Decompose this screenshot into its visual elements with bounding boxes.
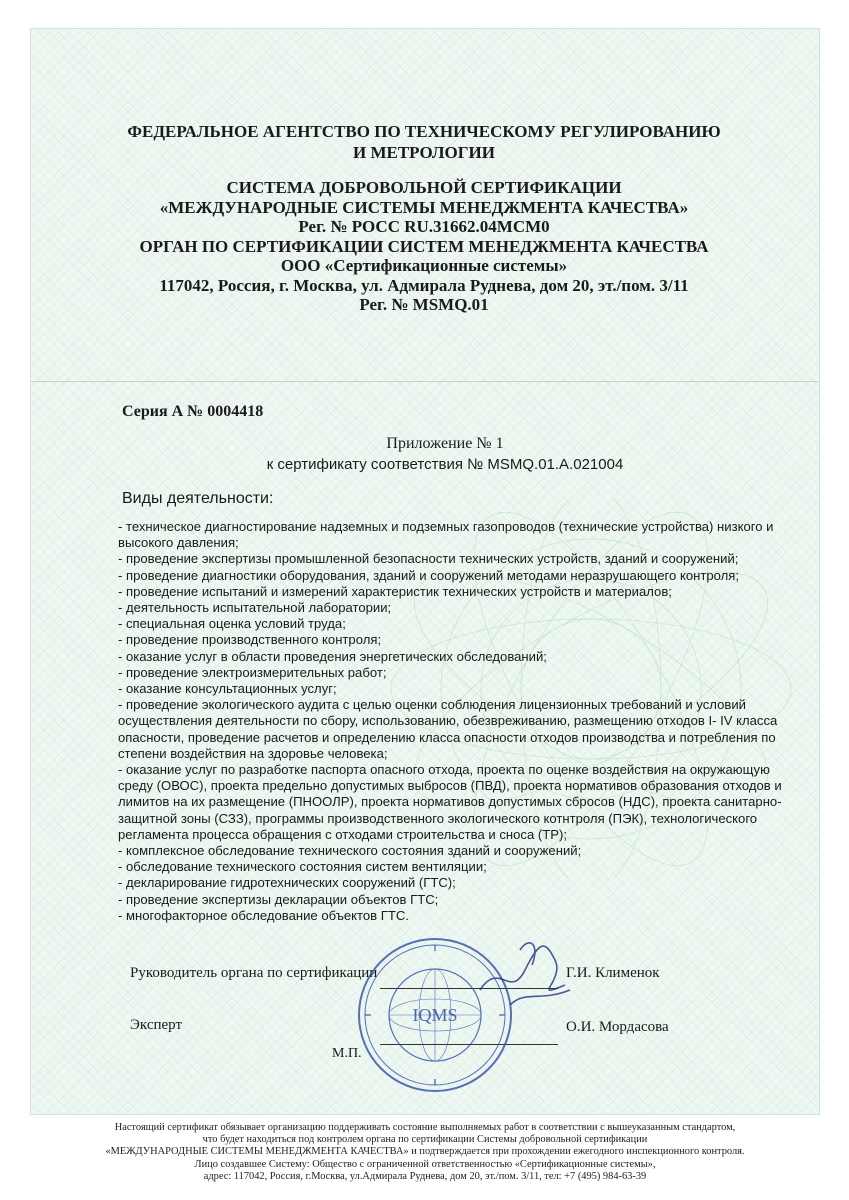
agency-name-line2: И МЕТРОЛОГИИ: [352, 143, 495, 162]
activity-line: - проведение экспертизы декларации объектов ГТС;: [118, 891, 439, 907]
footer-line: Лицо создавшее Систему: Общество с ограниченной ответственностью «Сертификационные системы»,: [194, 1158, 656, 1170]
agency-name: [30, 121, 818, 163]
body-registration: Рег. № MSMQ.01: [359, 295, 489, 314]
certificate-footer: [40, 1122, 810, 1183]
activity-line: - декларирование гидротехнических сооружений (ГТС);: [118, 875, 456, 891]
company-name: ООО «Сертификационные системы»: [280, 256, 568, 275]
system-registration: Рег. № РОСС RU.31662.04МСМ0: [298, 217, 550, 236]
expert-signature-label: Эксперт: [130, 1017, 183, 1033]
activity-line: - многофакторное обследование объектов ГТС.: [118, 907, 409, 923]
activity-line: защитной зоны (СЗЗ), программы производственного экологического котнтроля (ПЭК), технологического: [118, 810, 758, 826]
system-title: СИСТЕМА ДОБРОВОЛЬНОЙ СЕРТИФИКАЦИИ: [226, 178, 622, 197]
activity-line: опасности, проведение расчетов и определению класса опасности отходов производства и потребления по: [118, 729, 776, 745]
activity-line: - комплексное обследование технического состояния зданий и сооружений;: [118, 843, 582, 859]
head-signature-label: Руководитель органа по сертификации: [130, 965, 378, 981]
certificate-header: [30, 121, 818, 315]
company-address: 117042, Россия, г. Москва, ул. Адмирала Руднева, дом 20, эт./пом. 3/11: [159, 275, 689, 295]
activity-line: - проведение электроизмерительных работ;: [118, 664, 387, 680]
activities-title: Виды деятельности:: [122, 490, 274, 507]
activities-list: [118, 519, 800, 924]
activity-line: среду (ОВОС), проекта предельно допустимых выбросов (ПВД), проекта нормативов образования отходов и: [118, 778, 782, 794]
activity-line: - проведение испытаний и измерений характеристик технических устройств и материалов;: [118, 583, 672, 599]
activity-line: - проведение экспертизы промышленной безопасности технических устройств, зданий и сооружений;: [118, 551, 739, 567]
activity-line: - оказание услуг по разработке паспорта опасного отхода, проекта по оценке воздействия на окружающую: [118, 762, 770, 778]
activity-line: - специальная оценка условий труда;: [118, 616, 346, 632]
activity-line: - проведение экологического аудита с целью оценки соблюдения лицензионных требований и условий: [118, 697, 746, 713]
activity-line: - оказание услуг в области проведения энергетических обследований;: [118, 648, 547, 664]
agency-name-line1: ФЕДЕРАЛЬНОЕ АГЕНТСТВО ПО ТЕХНИЧЕСКОМУ РЕГУЛИРОВАНИЮ: [127, 122, 721, 141]
activity-line: - проведение производственного контроля;: [118, 632, 382, 648]
footer-line: адрес: 117042, Россия, г.Москва, ул.Адмирала Руднева, дом 20, эт./пом. 3/11, тел: +7 (495) 984-63-39: [203, 1170, 647, 1182]
activity-line: - обследование технического состояния систем вентиляции;: [118, 859, 487, 875]
activity-line: регламента процесса обращения с отходами строительства и сноса (ТР);: [118, 826, 567, 842]
footer-line: Настоящий сертификат обязывает организацию поддерживать состояние выполняемых работ в соответствии с вышеуказанным стандартом,: [114, 1122, 736, 1133]
activity-line: высокого давления;: [118, 535, 239, 551]
activity-line: лимитов на их размещение (ПНООЛР), проекта нормативов допустимых сбросов (НДС), проекта санитарно-: [118, 794, 782, 810]
seal-place-mark: М.П.: [332, 1046, 362, 1061]
stamp-center-text: IQMS: [412, 1005, 458, 1025]
activity-line: осуществления деятельности по сбору, использованию, обезвреживанию, размещению отходов I- IV класса: [118, 713, 778, 729]
certification-system-block: [30, 178, 818, 315]
activity-line: степени воздействия на здоровье человека;: [118, 745, 388, 761]
expert-signature-name: О.И. Мордасова: [566, 1019, 669, 1035]
footer-line: «МЕЖДУНАРОДНЫЕ СИСТЕМЫ МЕНЕДЖМЕНТА КАЧЕСТВА» и подтверждается при прохождении ежегодного инспекционного контроля.: [105, 1146, 745, 1158]
series-number: Серия А № 0004418: [122, 403, 264, 420]
header-divider: [31, 381, 819, 382]
handwritten-signature: [470, 930, 580, 1020]
activity-line: - техническое диагностирование надземных и подземных газопроводов (технические устройства) низкого и: [118, 519, 774, 534]
activity-line: - проведение диагностики оборудования, зданий и сооружений методами неразрушающего контроля;: [118, 567, 739, 583]
annex-title: Приложение № 1: [386, 435, 504, 452]
head-signature-name: Г.И. Клименок: [566, 965, 660, 981]
system-name: «МЕЖДУНАРОДНЫЕ СИСТЕМЫ МЕНЕДЖМЕНТА КАЧЕСТВА»: [159, 197, 689, 217]
footer-line: что будет находиться под контролем органа по сертификации Системы добровольной сертификации: [202, 1134, 648, 1146]
activity-line: - оказание консультационных услуг;: [118, 681, 337, 697]
annex-certificate-reference: к сертификату соответствия № MSMQ.01.A.021004: [266, 456, 624, 473]
certification-body-title: ОРГАН ПО СЕРТИФИКАЦИИ СИСТЕМ МЕНЕДЖМЕНТА КАЧЕСТВА: [139, 236, 709, 256]
activity-line: - деятельность испытательной лаборатории;: [118, 600, 392, 616]
